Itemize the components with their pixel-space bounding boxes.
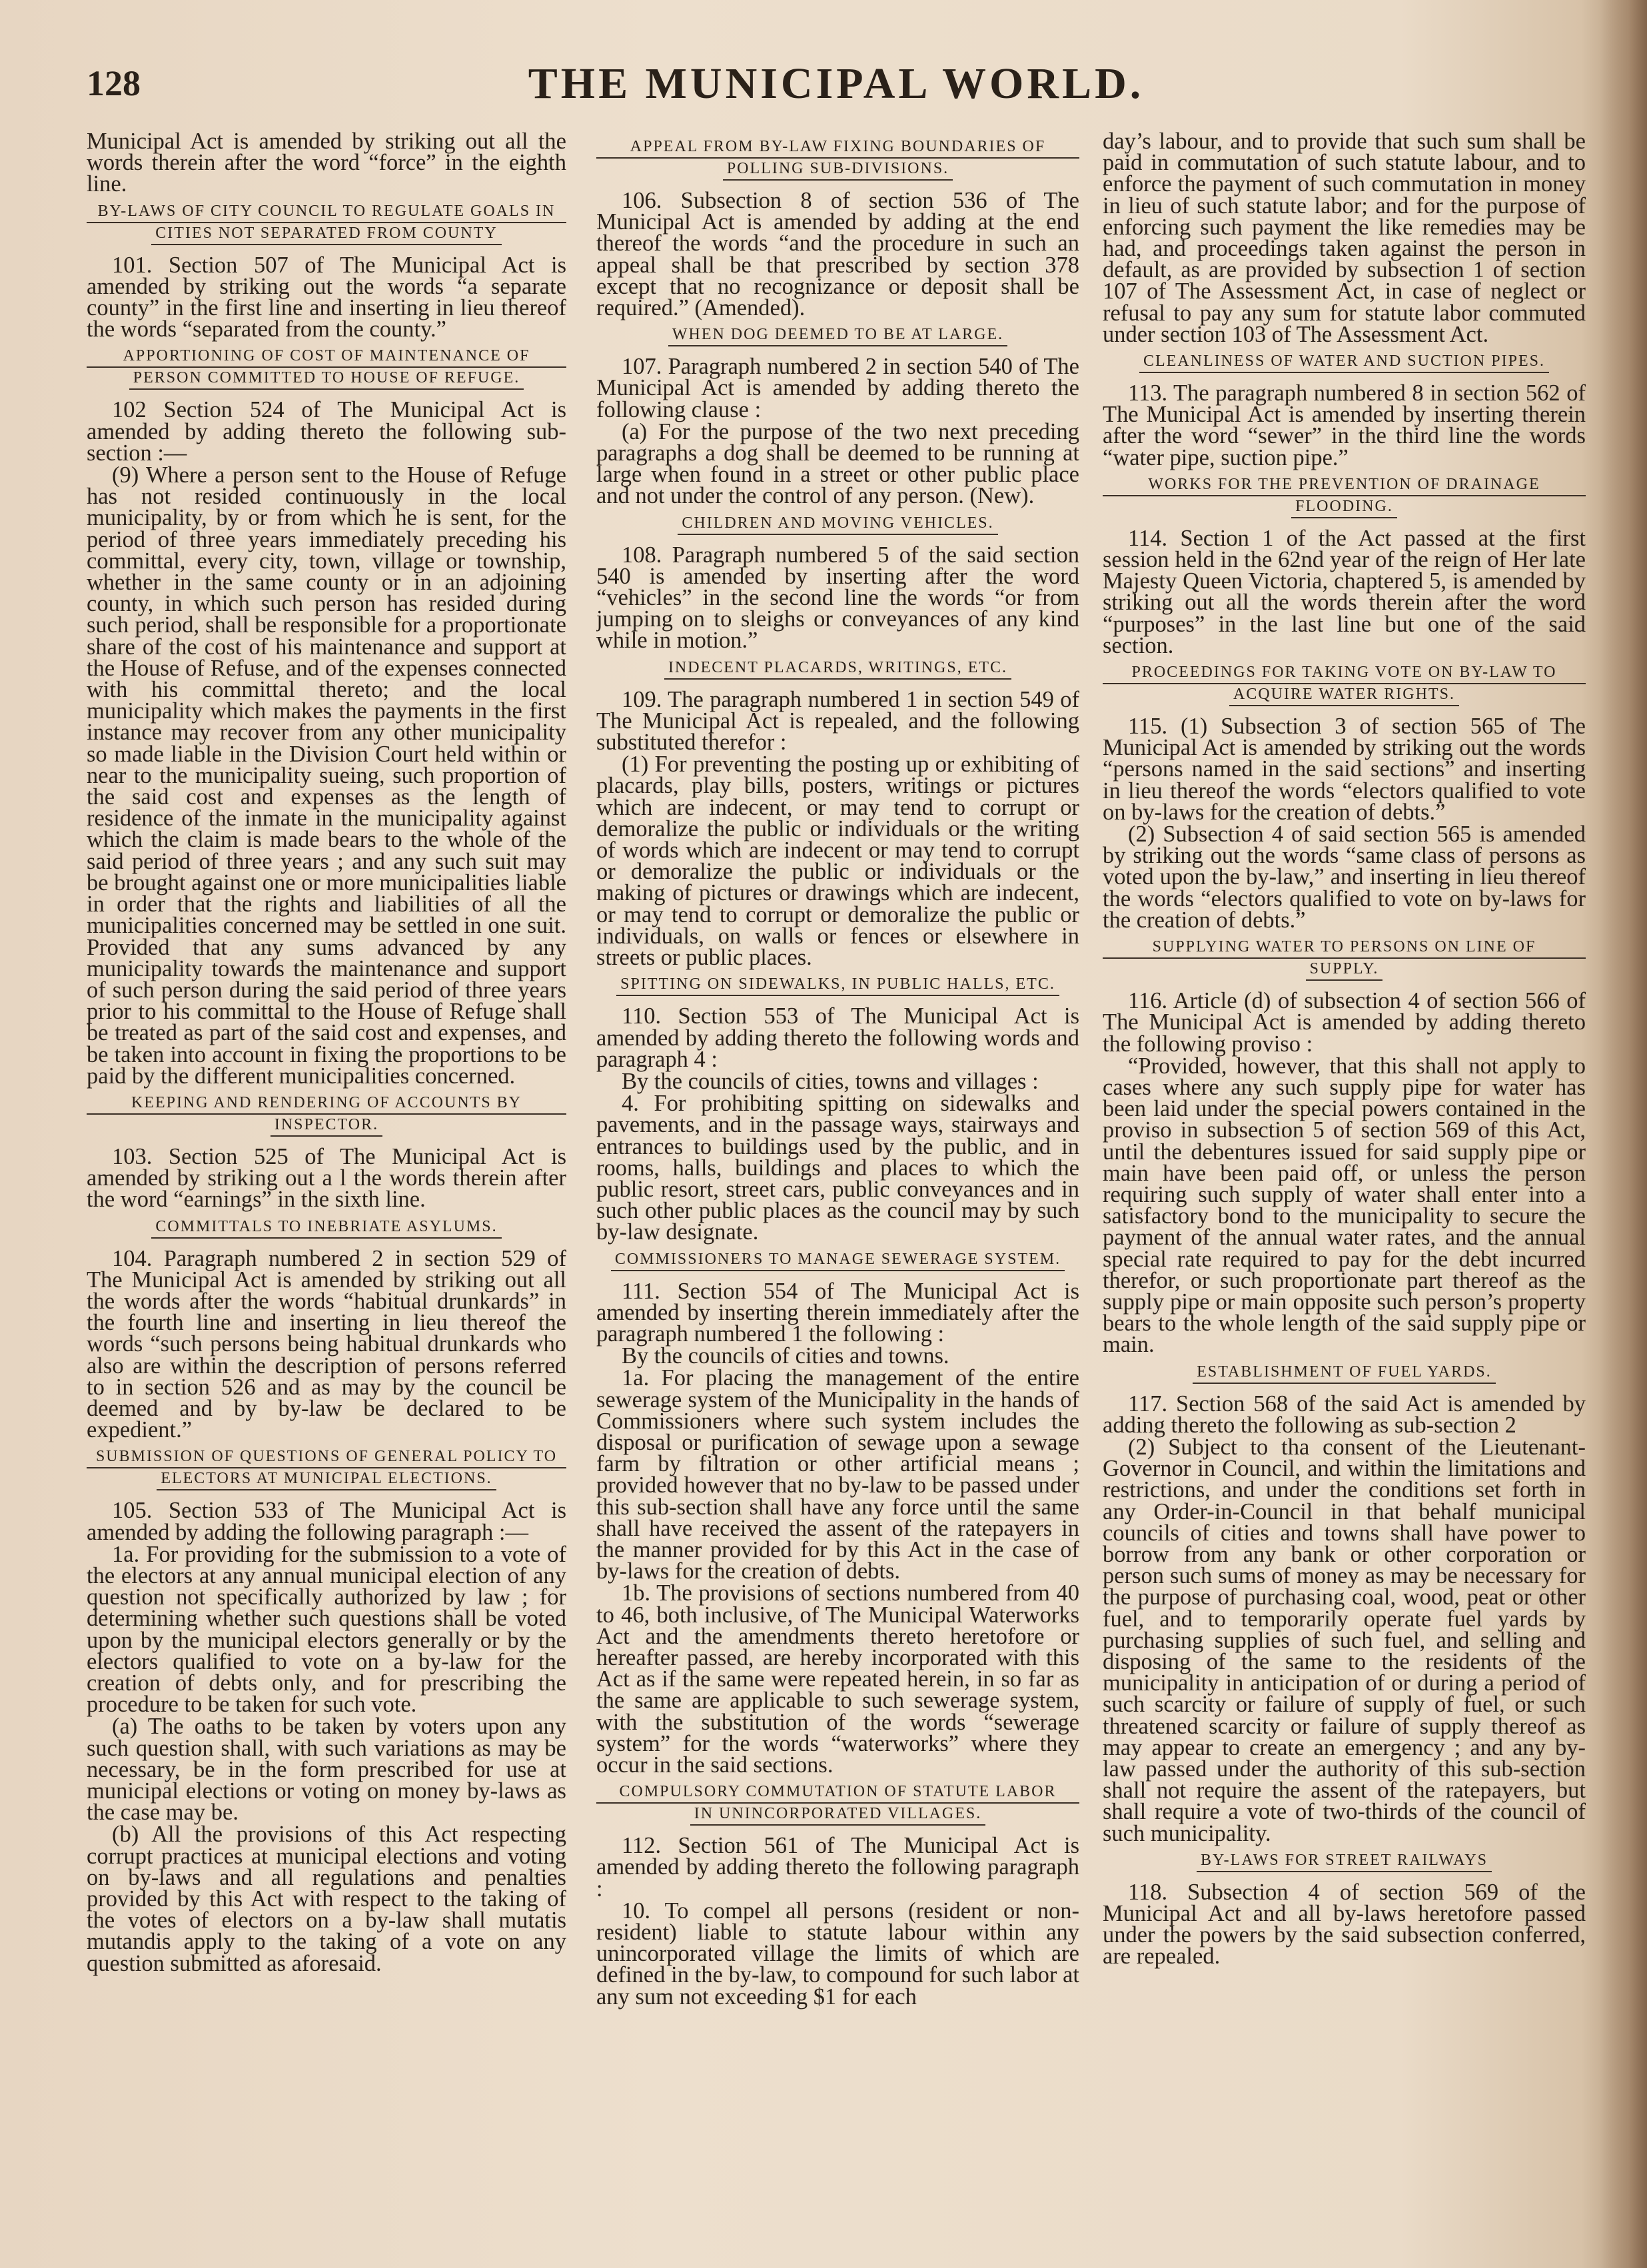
section-heading [1103,937,1586,981]
section-heading-line: SUBMISSION OF QUESTIONS OF GENERAL POLICY TO [87,1446,566,1468]
section-heading [87,346,566,390]
paragraph: By the councils of cities, towns and villages : [622,1068,1039,1094]
section-heading [596,1249,1079,1271]
section-heading-line: CHILDREN AND MOVING VEHICLES. [678,513,997,535]
paragraph: 109. The paragraph numbered 1 in section 549 of The Municipal Act is repealed, and the following substituted therefor : [596,686,1079,756]
section-heading-line: PROCEEDINGS FOR TAKING VOTE ON BY-LAW TO [1103,662,1586,684]
paragraph: (1) For preventing the posting up or exhibiting of placards, play bills, posters, writings or pictures which are indecent, or may tend to corrupt or demoralize the public or individuals or the writing of words which are indecent or may tend to corrupt or demoralize the public or individuals or the making of pictures or drawings which are indecent, or may tend to corrupt or demoralize the public or individuals, on walls or fences or elsewhere in streets or public places. [596,752,1079,971]
paragraph: 4. For prohibiting spitting on sidewalks and pavements, and in the passage ways, stairways and entrances to buildings used by the public, and in rooms, halls, buildings and places to which the public resort, street cars, public conveyances and in such other public places as the council may by such by-law designate. [596,1091,1079,1245]
section-heading-line: ESTABLISHMENT OF FUEL YARDS. [1193,1362,1496,1384]
section-heading-line: IN UNINCORPORATED VILLAGES. [690,1804,986,1826]
paragraph: 1b. The provisions of sections numbered from 40 to 46, both inclusive, of The Municipal Waterworks Act and the amendments thereto heretofore or hereafter passed, are hereby incorporated with this Act as if the same were repeated herein, in so far as the same are applicable to such sewerage system, with the substitution of the words “sewerage system” for the words “waterworks” where they occur in the said sections. [596,1580,1079,1778]
paragraph: 101. Section 507 of The Municipal Act is amended by striking out the words “a separate county” in the first line and inserting in lieu thereof the words “separated from the county.” [87,252,566,342]
paragraph: 108. Paragraph numbered 5 of the said section 540 is amended by inserting after the word “vehicles” in the second line the words “or from jumping on to sleighs or conveyances of any kind while in motion.” [596,542,1079,654]
paragraph: (b) All the provisions of this Act respecting corrupt practices at municipal elections and voting on by-laws and all regulations and penalties provided by this Act with respect to the taking of the votes of electors on a by-law shall mutatis mutandis apply to the taking of a vote on any question submitted as aforesaid. [87,1822,566,1976]
section-heading [596,513,1079,535]
section-heading [1103,351,1586,373]
paragraph: “Provided, however, that this shall not apply to cases where any such supply pipe for water has been laid under the special powers contained in the proviso in subsection 5 of section 569 of this Act, until the debentures issued for said supply pipe or main have been paid off, or unless the person requiring such supply of water shall enter into a satisfactory bond to the municipality to secure the payment of the annual water rates, and the annual special rate required to pay for the debt incurred therefor, or such proportionate part thereof as the supply pipe or main opposite such person’s property bears to the whole length of the said supply pipe or main. [1103,1053,1586,1358]
section-heading-line: BY-LAWS FOR STREET RAILWAYS [1197,1850,1492,1872]
section-heading [1103,474,1586,518]
text-column-1 [87,131,566,2229]
section-heading-line: ELECTORS AT MUNICIPAL ELECTIONS. [157,1468,496,1490]
section-heading-line: INDECENT PLACARDS, WRITINGS, ETC. [664,658,1011,680]
paragraph: 106. Subsection 8 of section 536 of The Municipal Act is amended by adding at the end thereof the words “and the procedure in such an appeal shall be that prescribed by section 378 except that no recognizance or deposit shall be required.” (Amended). [596,188,1079,321]
section-heading [87,1217,566,1239]
page-binding-shadow [1600,0,1647,2268]
section-heading-line: WHEN DOG DEEMED TO BE AT LARGE. [668,324,1007,346]
paragraph: 118. Subsection 4 of section 569 of the Municipal Act and all by-laws heretofore passed under the powers by the said subsection conferred, are repealed. [1103,1879,1586,1970]
paragraph: 104. Paragraph numbered 2 in section 529 of The Municipal Act is amended by striking out all the words after the words “habitual drunkards” in the fourth line and inserting in lieu thereof the words “such persons being habitual drunkards who also are within the description of persons referred to in section 526 and as may by the council be deemed and by by-law be declared to be expedient.” [87,1245,566,1443]
paragraph: 103. Section 525 of The Municipal Act is amended by striking out a l the words therein after the word “earnings” in the sixth line. [87,1143,566,1213]
section-heading-line: INSPECTOR. [271,1115,382,1137]
paragraph: 1a. For providing for the submission to a vote of the electors at any annual municipal election of any question not specifically authorized by law ; for determining whether such questions shall be voted upon by the municipal electors generally or by the electors qualified to vote on a by-law for the creation of debts only, and for prescribing the procedure to be taken for such vote. [87,1541,566,1718]
paragraph: 105. Section 533 of The Municipal Act is amended by adding the following paragraph :— [87,1498,566,1545]
section-heading-line: SUPPLY. [1306,959,1383,981]
section-heading-line: WORKS FOR THE PREVENTION OF DRAINAGE [1103,474,1586,496]
text-column-3 [1103,131,1586,2229]
paragraph: Municipal Act is amended by striking out all the words therein after the word “force” in the eighth line. [87,131,566,197]
paragraph: 115. (1) Subsection 3 of section 565 of The Municipal Act is amended by striking out the words “persons named in the said sections” and inserting in lieu thereof the words “electors qualified to vote on by-laws for the creation of debts.” [1103,714,1586,825]
section-heading [1103,1362,1586,1384]
section-heading-line: POLLING SUB-DIVISIONS. [723,159,953,181]
section-heading [596,137,1079,181]
section-heading [87,1093,566,1137]
paragraph: (2) Subsection 4 of said section 565 is amended by striking out the words “same class of persons as voted upon the by-law,” and inserting in lieu thereof the words “electors qualified to vote on by-laws for the creation of debts.” [1103,822,1586,933]
section-heading-line: BY-LAWS OF CITY COUNCIL TO REGULATE GOALS IN [87,201,566,223]
section-heading [1103,662,1586,706]
section-heading [87,1446,566,1490]
paragraph: 110. Section 553 of The Municipal Act is amended by adding thereto the following words and paragraph 4 : [596,1003,1079,1072]
section-heading-line: CLEANLINESS OF WATER AND SUCTION PIPES. [1139,351,1549,373]
paragraph: 10. To compel all persons (resident or non-resident) liable to statute labour within any unincorporated village the limits of which are defined in the by-law, to compound for such labor at any sum not exceeding $1 for each [596,1898,1079,2009]
section-heading-line: COMPULSORY COMMUTATION OF STATUTE LABOR [596,1782,1079,1804]
section-heading [87,201,566,245]
paragraph: By the councils of cities and towns. [622,1343,949,1369]
section-heading-line: SUPPLYING WATER TO PERSONS ON LINE OF [1103,937,1586,959]
section-heading-line: FLOODING. [1291,496,1397,518]
paragraph: 117. Section 568 of the said Act is amended by adding thereto the following as sub-section 2 [1103,1391,1586,1438]
paragraph: 112. Section 561 of The Municipal Act is amended by adding thereto the following paragraph : [596,1833,1079,1902]
section-heading-line: APPORTIONING OF COST OF MAINTENANCE OF [87,346,566,368]
journal-title: THE MUNICIPAL WORLD. [528,59,1145,108]
section-heading-line: CITIES NOT SEPARATED FROM COUNTY [151,223,501,245]
section-heading [596,324,1079,346]
paragraph: (a) For the purpose of the two next preceding paragraphs a dog shall be deemed to be running at large when found in a street or other public place and not under the control of any person. (New). [596,418,1079,509]
section-heading [596,974,1079,996]
page-number: 128 [87,63,141,103]
paragraph: 114. Section 1 of the Act passed at the first session held in the 62nd year of the reign of Her late Majesty Queen Victoria, chaptered 5, is amended by striking out all the words therein after the word “purposes” in the last line but one of the said section. [1103,525,1586,658]
paragraph: (9) Where a person sent to the House of Refuge has not resided continuously in the local municipality, by or from which he is sent, for the period of three years immediately preceding his committal, every city, town, village or township, whether in the same county or in an adjoining county, in which such person has resided during such period, shall be responsible for a proportionate share of the cost of his maintenance and support at the House of Refuse, and of the expenses connected with his committal thereto; and the local municipality which makes the payments in the first instance may recover from any other municipality so made liable in the Division Court held within or near to the municipality sueing, such proportion of the said cost and expenses as the length of residence of the inmate in the municipality against which the claim is made bears to the whole of the said period of three years ; and any such suit may be brought against one or more municipalities liable in order that the rights and liabilities of all the municipalities concerned may be settled in one suit. Provided that any sums advanced by any municipality towards the maintenance and support of such person during the said period of three years prior to his committal to the House of Refuge shall be treated as part of the said cost and expenses, and be taken into account in fixing the proportions to be paid by the different municipalities concerned. [87,462,566,1089]
page-header [87,59,1586,112]
text-column-2 [596,131,1079,2229]
section-heading-line: ACQUIRE WATER RIGHTS. [1229,684,1459,706]
section-heading [1103,1850,1586,1872]
section-heading [596,658,1079,680]
paragraph: 1a. For placing the management of the entire sewerage system of the Municipality in the hands of Commissioners where such system includes the disposal or purification of sewage upon a sewage farm by filtration or other artificial means ; provided however that no by-law to be passed under this sub-section shall have any force until the same shall have received the assent of the ratepayers in the manner provided for by this Act in the case of by-laws for the creation of debts. [596,1365,1079,1584]
paragraph: 107. Paragraph numbered 2 in section 540 of The Municipal Act is amended by adding thereto the following clause : [596,354,1079,422]
paragraph: (2) Subject to tha consent of the Lieutenant-Governor in Council, and within the limitations and restrictions, and under the conditions set forth in any Order-in-Council in that behalf municipal councils of cities and towns shall have power to borrow from any bank or other corporation or person such sums of money as may be necessary for the purpose of purchasing coal, wood, peat or other fuel, and to temporarily operate fuel yards by purchasing supplies of such fuel, and selling and disposing of the same to the residents of the municipality in anticipation of or during a period of such scarcity or failure of supply of fuel, or such threatened scarcity or failure of supply thereof as may appear to create an emergency ; and any by-law passed under the authority of this sub-section shall not require the assent of the ratepayers, but shall require a vote of two-thirds of the council of such municipality. [1103,1434,1586,1846]
section-heading [596,1782,1079,1826]
paragraph: 102 Section 524 of The Municipal Act is amended by adding thereto the following sub-section :— [87,397,566,466]
paragraph: 116. Article (d) of subsection 4 of section 566 of The Municipal Act is amended by adding thereto the following proviso : [1103,988,1586,1057]
section-heading-line: PERSON COMMITTED TO HOUSE OF REFUGE. [129,368,524,390]
section-heading-line: SPITTING ON SIDEWALKS, IN PUBLIC HALLS, ETC. [616,974,1059,996]
section-heading-line: KEEPING AND RENDERING OF ACCOUNTS BY [87,1093,566,1115]
paragraph: (a) The oaths to be taken by voters upon any such question shall, with such variations as may be necessary, be in the form prescribed for use at municipal elections or voting on money by-laws as the case may be. [87,1714,566,1826]
paragraph: 113. The paragraph numbered 8 in section 562 of The Municipal Act is amended by inserting therein after the word “sewer” in the third line the words “water pipe, suction pipe.” [1103,380,1586,470]
paragraph: day’s labour, and to provide that such sum shall be paid in commutation of such statute labour, and to enforce the payment of such commutation in money in lieu of such statute labor; and for the purpose of enforcing such payment the like remedies may be had, and proceedings taken against the person in default, as are provided by subsection 1 of section 107 of The Assessment Act, in case of neglect or refusal to pay any sum for statute labor commuted under section 103 of The Assessment Act. [1103,131,1586,347]
section-heading-line: APPEAL FROM BY-LAW FIXING BOUNDARIES OF [596,137,1079,159]
section-heading-line: COMMITTALS TO INEBRIATE ASYLUMS. [151,1217,501,1239]
section-heading-line: COMMISSIONERS TO MANAGE SEWERAGE SYSTEM. [611,1249,1065,1271]
paragraph: 111. Section 554 of The Municipal Act is amended by inserting therein immediately after the paragraph numbered 1 the following : [596,1278,1079,1347]
